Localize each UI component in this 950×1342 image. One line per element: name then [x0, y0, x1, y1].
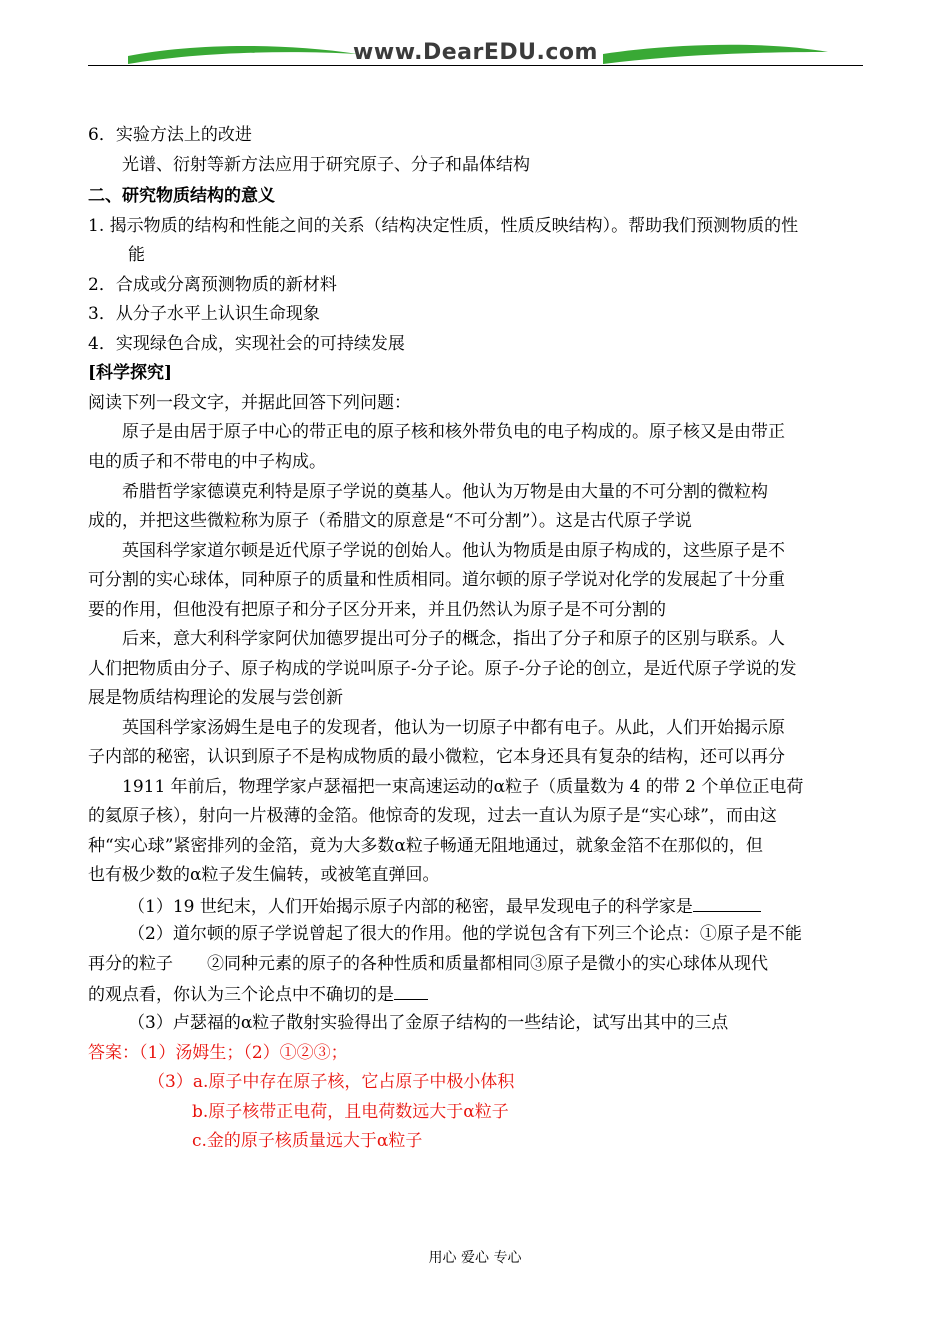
para-6: 1911 年前后，物理学家卢瑟福把一束高速运动的α粒子（质量数为 4 的带 2 个单位正电荷	[122, 777, 804, 797]
question-2-text: 的观点看，你认为三个论点中不确切的是	[88, 985, 394, 1005]
para-6-cont2: 种“实心球”紧密排列的金箔，竟为大多数α粒子畅通无阻地通过，就象金箔不在那似的，但	[88, 836, 763, 856]
answer-blank-2	[394, 981, 428, 1000]
para-3-cont2: 要的作用，但他没有把原子和分子区分开来，并且仍然认为原子是不可分割的	[88, 600, 666, 620]
para-5-cont: 子内部的秘密，认识到原子不是构成物质的最小微粒，它本身还具有复杂的结构，还可以再分	[88, 747, 785, 767]
para-3-cont: 可分割的实心球体，同种原子的质量和性质相同。道尔顿的原子学说对化学的发展起了十分重	[88, 570, 785, 590]
para-5: 英国科学家汤姆生是电子的发现者，他认为一切原子中都有电子。从此，人们开始揭示原	[122, 718, 785, 738]
reading-intro: 阅读下列一段文字，并据此回答下列问题：	[88, 393, 411, 413]
para-1: 原子是由居于原子中心的带正电的原子核和核外带负电的电子构成的。原子核又是由带正	[122, 422, 785, 442]
item-6: 6．实验方法上的改进	[88, 125, 252, 145]
question-3: （3）卢瑟福的α粒子散射实验得出了金原子结构的一些结论，试写出其中的三点	[128, 1013, 729, 1033]
para-4-cont2: 展是物质结构理论的发展与尝创新	[88, 688, 343, 708]
question-2: （2）道尔顿的原子学说曾起了很大的作用。他的学说包含有下列三个论点：①原子是不能	[128, 924, 802, 944]
para-1-cont: 电的质子和不带电的中子构成。	[88, 452, 326, 472]
section-heading: 二、研究物质结构的意义	[88, 186, 275, 206]
page-footer: 用心 爱心 专心	[428, 1250, 522, 1266]
header-rule	[88, 65, 863, 66]
question-2-cont: 再分的粒子 ②同种元素的原子的各种性质和质量都相同③原子是微小的实心球体从现代	[88, 954, 768, 974]
point-3: 3．从分子水平上认识生命现象	[88, 304, 320, 324]
question-1	[128, 893, 761, 919]
answer-line-4: c.金的原子核质量远大于α粒子	[192, 1131, 423, 1151]
para-2-cont: 成的，并把这些微粒称为原子（希腊文的原意是“不可分割”）。这是古代原子学说	[88, 511, 692, 531]
para-6-cont: 的氦原子核），射向一片极薄的金箔。他惊奇的发现，过去一直认为原子是“实心球”，而由这	[88, 806, 777, 826]
question-2-cont2	[88, 981, 428, 1007]
site-logo-text: www.DearEDU.com	[353, 40, 598, 65]
point-1-cont: 能	[128, 245, 145, 265]
answer-blank-1	[693, 893, 761, 912]
point-4: 4．实现绿色合成，实现社会的可持续发展	[88, 334, 405, 354]
science-inquiry-heading: [科学探究]	[88, 363, 173, 383]
para-6-cont3: 也有极少数的α粒子发生偏转，或被笔直弹回。	[88, 865, 440, 885]
para-4: 后来，意大利科学家阿伏加德罗提出可分子的概念，指出了分子和原子的区别与联系。人	[122, 629, 785, 649]
para-3: 英国科学家道尔顿是近代原子学说的创始人。他认为物质是由原子构成的，这些原子是不	[122, 541, 785, 561]
question-1-text: （1）19 世纪末，人们开始揭示原子内部的秘密，最早发现电子的科学家是	[128, 897, 693, 917]
item-6-detail: 光谱、衍射等新方法应用于研究原子、分子和晶体结构	[122, 155, 530, 175]
point-2: 2．合成或分离预测物质的新材料	[88, 275, 337, 295]
answer-line-1: 答案：（1）汤姆生；（2）①②③；	[88, 1043, 348, 1063]
para-2: 希腊哲学家德谟克利特是原子学说的奠基人。他认为万物是由大量的不可分割的微粒构	[122, 482, 768, 502]
answer-line-3: b.原子核带正电荷，且电荷数远大于α粒子	[192, 1102, 509, 1122]
point-1: 1. 揭示物质的结构和性能之间的关系（结构决定性质，性质反映结构）。帮助我们预测物质的性	[88, 216, 799, 236]
page-header	[88, 30, 863, 70]
answer-line-2: （3）a.原子中存在原子核，它占原子中极小体积	[148, 1072, 515, 1092]
para-4-cont: 人们把物质由分子、原子构成的学说叫原子-分子论。原子-分子论的创立，是近代原子学说的发	[88, 659, 797, 679]
